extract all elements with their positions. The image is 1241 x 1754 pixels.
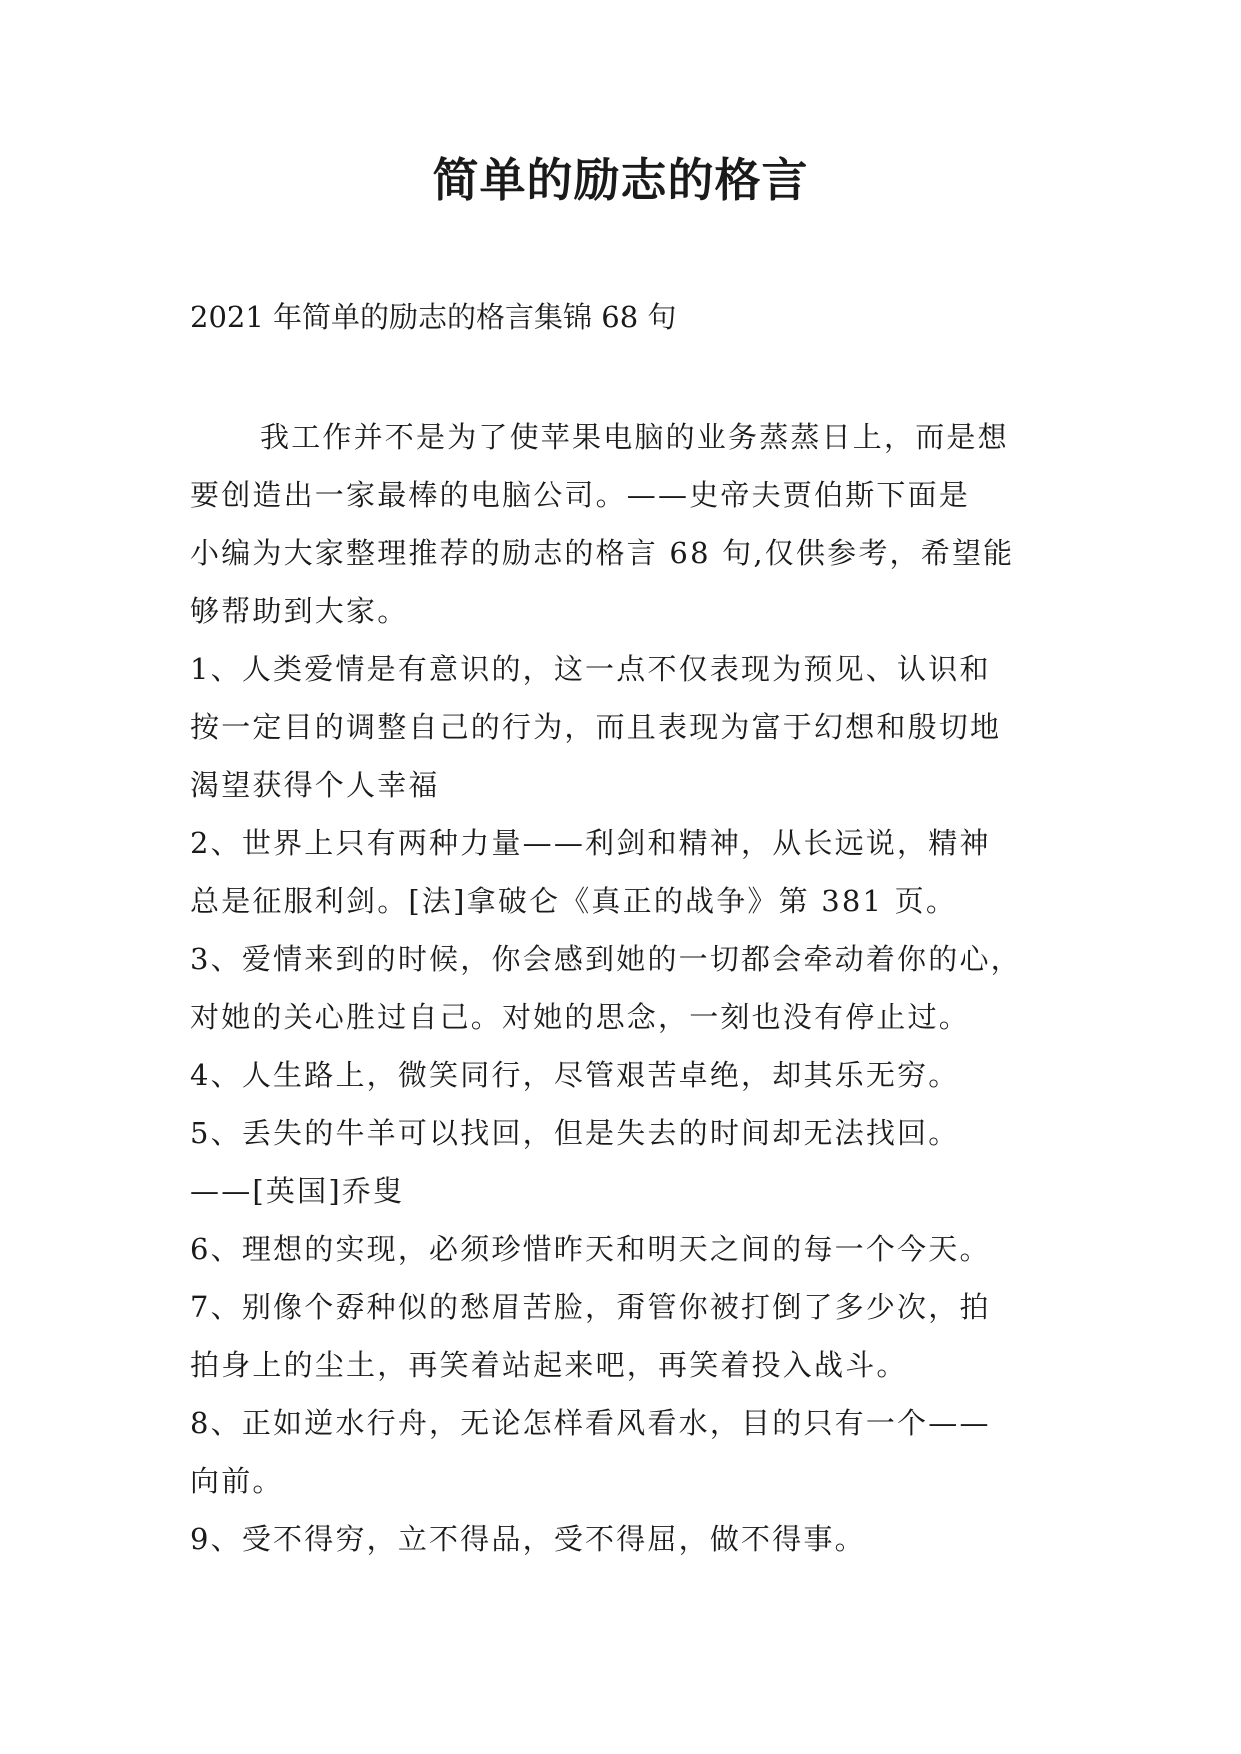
quote-6-line: 6、理想的实现，必须珍惜昨天和明天之间的每一个今天。 (190, 1232, 991, 1266)
quote-5-line: 5、丢失的牛羊可以找回，但是失去的时间却无法找回。 (190, 1116, 960, 1150)
body-line: 要创造出一家最棒的电脑公司。——史帝夫贾伯斯下面是 (190, 478, 971, 512)
body-line: 够帮助到大家。 (190, 594, 409, 628)
quote-1-line: 1、人类爱情是有意识的，这一点不仅表现为预见、认识和 (190, 652, 991, 686)
quote-4-line: 4、人生路上，微笑同行，尽管艰苦卓绝，却其乐无穷。 (190, 1058, 960, 1092)
document-title: 简单的励志的格言 (432, 153, 809, 207)
body-line: 小编为大家整理推荐的励志的格言 68 句,仅供参考，希望能 (190, 536, 1015, 570)
quote-7-line: 拍身上的尘土，再笑着站起来吧，再笑着投入战斗。 (190, 1348, 908, 1382)
quote-3-line: 对她的关心胜过自己。对她的思念，一刻也没有停止过。 (190, 1000, 971, 1034)
quote-5-line: ——[英国]乔叟 (190, 1174, 405, 1208)
quote-9-line: 9、受不得穷，立不得品，受不得屈，做不得事。 (190, 1522, 866, 1556)
quote-2-line: 2、世界上只有两种力量——利剑和精神，从长远说，精神 (190, 826, 991, 860)
quote-3-line: 3、爱情来到的时候，你会感到她的一切都会牵动着你的心， (190, 942, 1022, 976)
quote-8-line: 向前。 (190, 1464, 284, 1498)
document-body (190, 408, 1070, 1568)
body-line: 我工作并不是为了使苹果电脑的业务蒸蒸日上，而是想 (260, 420, 1009, 454)
quote-1-line: 渴望获得个人幸福 (190, 768, 440, 802)
document-subtitle: 2021 年简单的励志的格言集锦 68 句 (190, 300, 677, 334)
quote-2-line: 总是征服利剑。[法]拿破仑《真正的战争》第 381 页。 (190, 884, 958, 918)
quote-1-line: 按一定目的调整自己的行为，而且表现为富于幻想和殷切地 (190, 710, 1002, 744)
quote-7-line: 7、别像个孬种似的愁眉苦脸，甭管你被打倒了多少次，拍 (190, 1290, 991, 1324)
quote-8-line: 8、正如逆水行舟，无论怎样看风看水，目的只有一个—— (190, 1406, 991, 1440)
